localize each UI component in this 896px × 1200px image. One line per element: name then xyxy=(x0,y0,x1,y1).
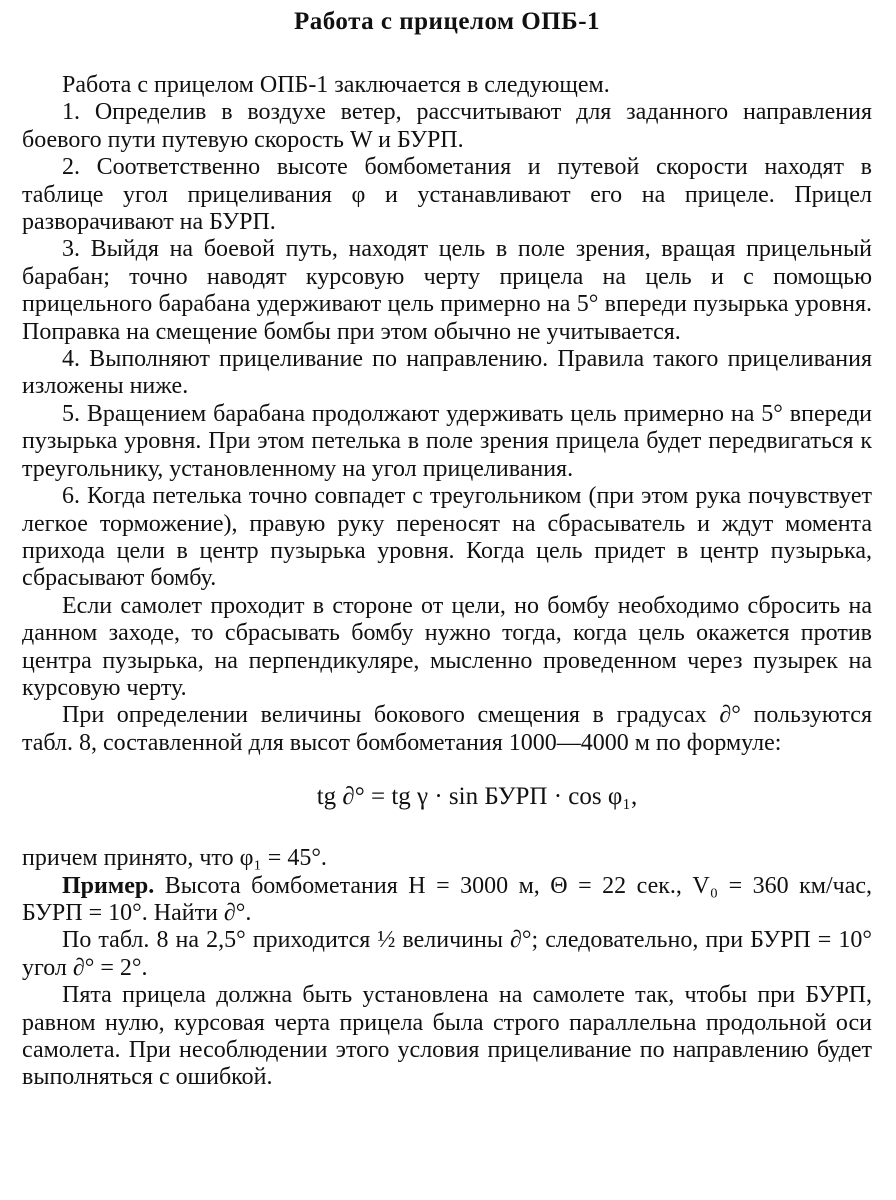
mounting-paragraph: Пята прицела должна быть установлена на самолете так, чтобы при БУРП, равном нулю, курсовая черта прицела была строго параллельна продольной оси самолета. При несоблюдении этого условия прицеливание по направлению будет выполняться с ошибкой. xyxy=(22,982,872,1091)
result-paragraph: По табл. 8 на 2,5° приходится ½ величины ∂°; следовательно, при БУРП = 10° угол ∂° = 2°. xyxy=(22,927,872,981)
intro-paragraph: Работа с прицелом ОПБ-1 заключается в следующем. xyxy=(62,72,610,98)
formula: tg ∂° = tg γ · sin БУРП · cos φ₁, xyxy=(316,783,638,811)
table-usage-paragraph: При определении величины бокового смещения в градусах ∂° пользуются табл. 8, составленной для высот бомбометания 1000—4000 м по формуле: xyxy=(22,702,872,756)
step-1-paragraph: 1. Определив в воздухе ветер, рассчитывают для заданного направления боевого пути путевую скорость W и БУРП. xyxy=(22,99,872,153)
example-label: Пример. xyxy=(62,872,155,899)
step-5-paragraph: 5. Вращением барабана продолжают удерживать цель примерно на 5° впереди пузырька уровня. При этом петелька в поле зрения прицела будет передвигаться к треугольнику, установленному на угол прицеливания. xyxy=(22,400,872,482)
example-paragraph xyxy=(22,873,872,928)
example-text: Высота бомбометания H = 3000 м, Θ = 22 сек., V₀ = 360 км/час, БУРП = 10°. Найти ∂°. xyxy=(22,872,872,926)
phi-paragraph: причем принято, что φ₁ = 45°. xyxy=(22,845,327,872)
side-target-paragraph: Если самолет проходит в стороне от цели, но бомбу необходимо сбросить на данном заходе, то сбрасывать бомбу нужно тогда, когда цель окажется против центра пузырька, на перпендикуляре, мысленно проведенном через пузырек на курсовую черту. xyxy=(22,592,872,701)
page-title: Работа с прицелом ОПБ-1 xyxy=(293,8,601,35)
step-6-paragraph: 6. Когда петелька точно совпадет с треугольником (при этом рука почувствует легкое торможение), правую руку переносят на сбрасыватель и ждут момента прихода цели в центр пузырька уровня. Когда цель придет в центр пузырька, сбрасывают бомбу. xyxy=(22,483,872,592)
step-4-paragraph: 4. Выполняют прицеливание по направлению. Правила такого прицеливания изложены ниже. xyxy=(22,346,872,400)
step-3-paragraph: 3. Выйдя на боевой путь, находят цель в поле зрения, вращая прицельный барабан; точно наводят курсовую черту прицела на цель и с помощью прицельного барабана удерживают цель примерно на 5° впереди пузырька уровня. Поправка на смещение бомбы при этом обычно не учитывается. xyxy=(22,236,872,345)
step-2-paragraph: 2. Соответственно высоте бомбометания и путевой скорости находят в таблице угол прицеливания φ и устанавливают его на прицеле. Прицел разворачивают на БУРП. xyxy=(22,154,872,236)
